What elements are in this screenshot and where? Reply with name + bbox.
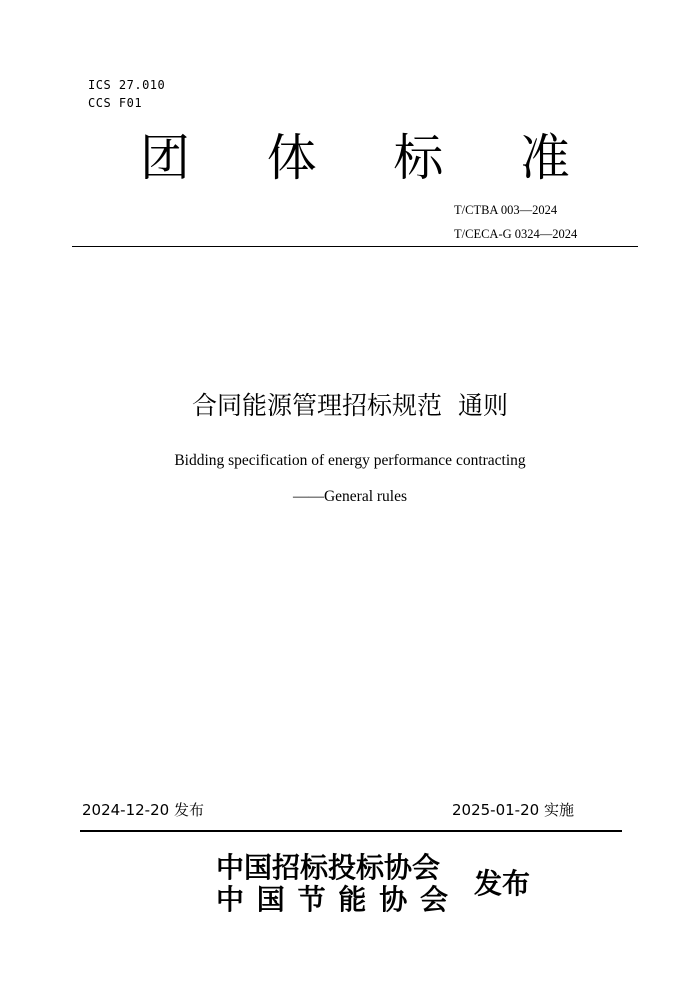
title-char: 准 [519, 129, 570, 187]
standard-number-ctba: T/CTBA 003—2024 [454, 203, 558, 217]
ccs-code: CCS F01 [88, 96, 143, 110]
document-title-english: Bidding specification of energy performance contracting [174, 452, 526, 469]
publisher-char: 中 [216, 883, 245, 916]
bottom-divider [80, 830, 622, 832]
title-char: 标 [393, 129, 444, 187]
document-title-chinese: 合同能源管理招标规范 通则 [192, 391, 508, 420]
top-divider [72, 246, 638, 247]
implementation-date: 2025-01-20 实施 [452, 801, 574, 819]
title-char: 体 [266, 129, 317, 187]
classification-codes [88, 76, 165, 112]
publisher-char: 节 [297, 883, 326, 916]
ics-code: ICS 27.010 [88, 78, 166, 92]
standard-numbers [454, 198, 577, 246]
publisher-char: 国 [256, 883, 285, 916]
document-subtitle-english: ——General rules [292, 488, 408, 505]
publisher-names [216, 852, 448, 916]
publisher-char: 会 [419, 883, 448, 916]
publisher-line-1: 中国招标投标协会 [216, 851, 441, 884]
publisher-char: 能 [338, 883, 367, 916]
publisher-char: 协 [379, 883, 408, 916]
issue-date: 2024-12-20 发布 [82, 801, 204, 819]
publish-label: 发布 [474, 867, 531, 900]
standard-number-ceca: T/CECA-G 0324—2024 [454, 227, 578, 241]
publisher-line-2 [216, 884, 448, 916]
title-char: 团 [140, 129, 190, 187]
standard-type-title [140, 128, 570, 188]
